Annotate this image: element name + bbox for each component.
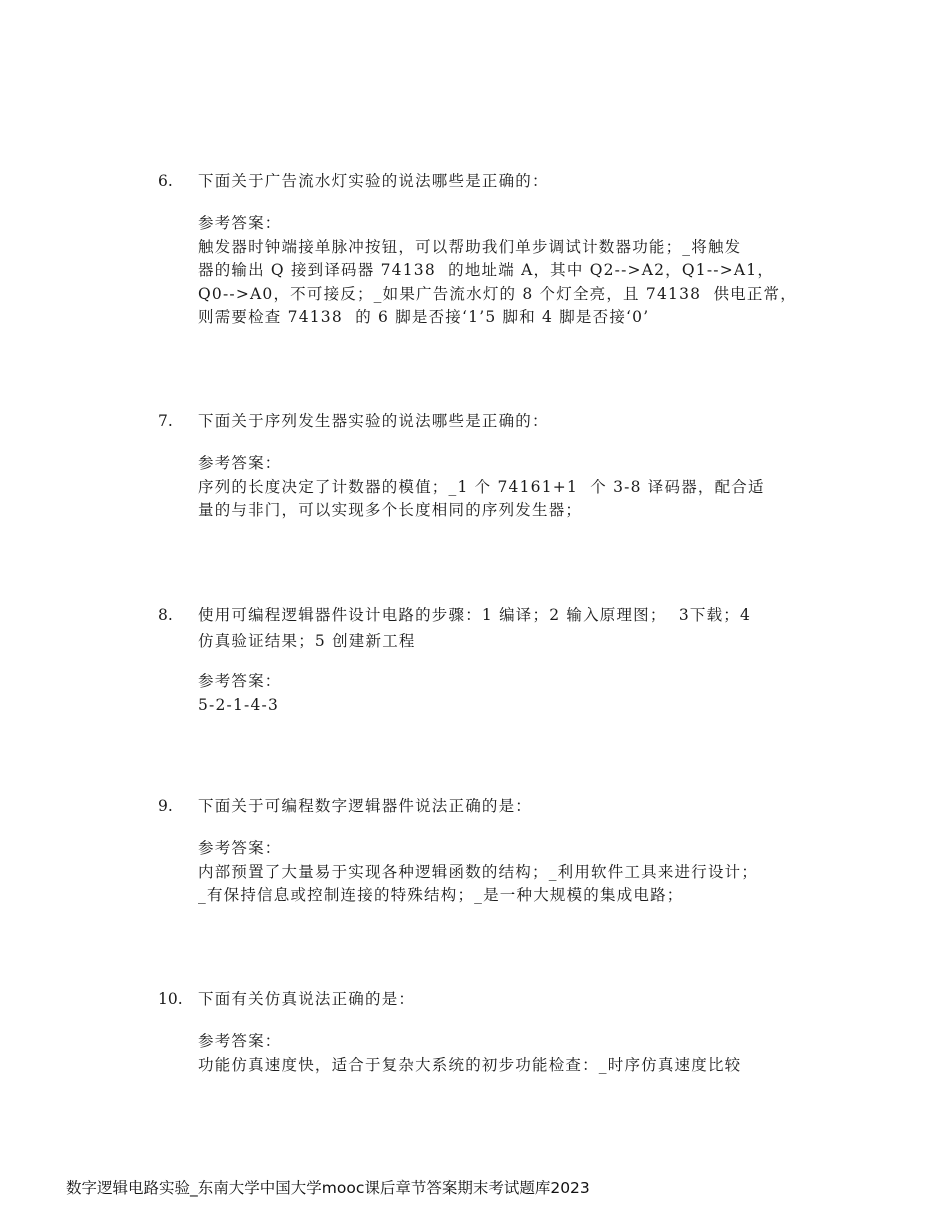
question-line xyxy=(158,628,838,654)
question-line xyxy=(158,602,838,628)
answer-line: 内部预置了大量易于实现各种逻辑函数的结构；_利用软件工具来进行设计； xyxy=(198,862,759,881)
question-number: 8. xyxy=(158,606,173,624)
answer-line: 量的与非门，可以实现多个长度相同的序列发生器； xyxy=(198,501,583,519)
answer-label: 参考答案： xyxy=(198,454,282,472)
question-6 xyxy=(158,168,838,330)
question-line xyxy=(158,986,838,1012)
question-line xyxy=(158,793,838,819)
question-line xyxy=(158,408,838,434)
answer-label: 参考答案： xyxy=(198,1032,282,1050)
question-text: 使用可编程逻辑器件设计电路的步骤：1 编译；2 输入原理图； 3下载；4 xyxy=(198,606,752,624)
answer-label: 参考答案： xyxy=(198,672,282,690)
answer-line: 则需要检查 74138 的 6 脚是否接‘1’5 脚和 4 脚是否接‘0’ xyxy=(198,308,650,326)
question-text: 仿真验证结果；5 创建新工程 xyxy=(198,632,416,650)
answer-line: Q0-->A0，不可接反；_如果广告流水灯的 8 个灯全亮，且 74138 供电正常， xyxy=(198,284,797,303)
answer-line: _有保持信息或控制连接的特殊结构；_是一种大规模的集成电路； xyxy=(198,886,684,904)
question-number: 6. xyxy=(158,172,173,190)
answer-block xyxy=(198,212,838,330)
answer-block xyxy=(198,1030,838,1077)
answer-label: 参考答案： xyxy=(198,839,282,857)
page-footer: 数字逻辑电路实验_东南大学中国大学mooc课后章节答案期末考试题库2023 xyxy=(66,1179,590,1197)
question-text: 下面关于可编程数字逻辑器件说法正确的是： xyxy=(198,797,533,815)
question-text: 下面有关仿真说法正确的是： xyxy=(198,990,416,1008)
answer-line: 5-2-1-4-3 xyxy=(198,695,280,714)
answer-label: 参考答案： xyxy=(198,214,282,232)
answer-line: 器的输出 Q 接到译码器 74138 的地址端 A，其中 Q2-->A2，Q1-->A1， xyxy=(198,261,775,279)
answer-block xyxy=(198,837,838,908)
answer-block xyxy=(198,670,838,717)
answer-line: 功能仿真速度快，适合于复杂大系统的初步功能检查：_时序仿真速度比较 xyxy=(198,1055,742,1074)
question-number: 9. xyxy=(158,797,173,815)
question-7 xyxy=(158,408,838,523)
answer-line: 序列的长度决定了计数器的模值；_1 个 74161+1 个 3-8 译码器，配合适 xyxy=(198,477,765,496)
question-number: 10. xyxy=(158,990,183,1008)
question-9 xyxy=(158,793,838,908)
question-text: 下面关于序列发生器实验的说法哪些是正确的： xyxy=(198,412,549,430)
question-8 xyxy=(158,602,838,717)
question-line xyxy=(158,168,838,194)
question-text: 下面关于广告流水灯实验的说法哪些是正确的： xyxy=(198,172,549,190)
answer-line: 触发器时钟端接单脉冲按钮，可以帮助我们单步调试计数器功能；_将触发 xyxy=(198,237,742,256)
question-number: 7. xyxy=(158,412,173,430)
question-10 xyxy=(158,986,838,1077)
answer-block xyxy=(198,452,838,523)
